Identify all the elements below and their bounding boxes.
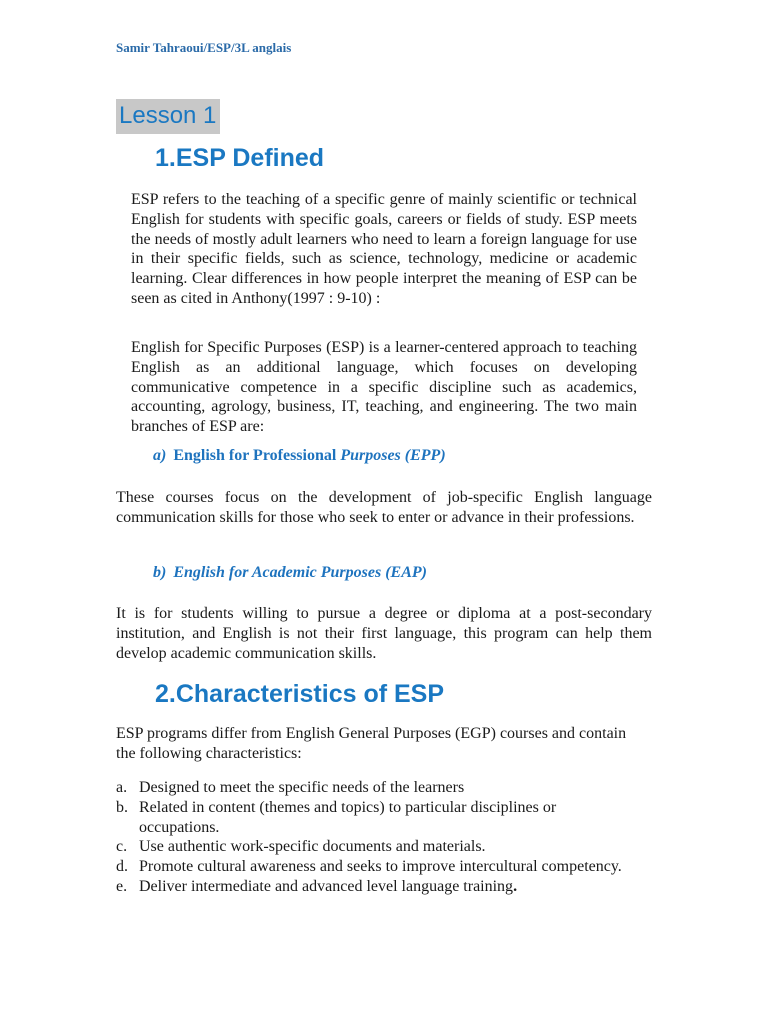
list-item-text: Designed to meet the specific needs of the learners [139,779,465,796]
list-item [116,778,636,798]
list-item-text: Related in content (themes and topics) to particular disciplines or occupations. [139,798,557,836]
subheading-title: English for Academic Purposes (EAP) [173,564,427,581]
list-marker: e. [116,877,128,895]
list-item [116,837,636,857]
list-marker: d. [116,858,128,876]
list-item [116,798,636,838]
subheading-eap [153,563,427,583]
subheading-title-upright: English for Professional [173,447,341,464]
list-marker: b. [116,798,128,816]
list-marker: a. [116,779,128,796]
list-item-text: Promote cultural awareness and seeks to improve intercultural competency. [139,858,622,876]
section-number: 2. [155,680,176,708]
list-item [116,877,636,897]
final-period: . [513,877,518,895]
lesson-heading: Lesson 1 [116,99,220,134]
list-item-text: Use authentic work-specific documents and materials. [139,838,486,856]
list-marker: c. [116,838,128,856]
section-number: 1. [155,144,176,172]
subheading-marker: b) [153,564,167,581]
subheading-marker: a) [153,447,167,464]
paragraph-esp-definition: ESP refers to the teaching of a specific genre of mainly scientific or technical English for students with specific goals, careers or fields of study. ESP meets the needs of mostly adult learners who need to learn a foreign language for use in their specific fields, such as science, technology, medicine or academic learning. Clear differences in how people interpret the meaning of ESP can be seen as cited in Anthony(1997 : 9-10) : [131,191,637,307]
subheading-title-italic: Purposes (EPP) [340,447,446,464]
subheading-epp [153,446,446,466]
section-heading-esp-defined [155,144,324,173]
section-heading-characteristics [155,680,444,709]
list-item [116,857,636,877]
running-header: Samir Tahraoui/ESP/3L anglais [116,40,292,55]
paragraph-anthony-quote: English for Specific Purposes (ESP) is a learner-centered approach to teaching English as an additional language, which focuses on developing communicative competence in a specific discipline such as academics, accounting, agrology, business, IT, teaching, and engineering. The two main branches of ESP are: [131,339,637,436]
paragraph-eap: It is for students willing to pursue a degree or diploma at a post-secondary institution, and English is not their first language, this program can help them develop academic communication skills. [116,605,652,662]
section-title: ESP Defined [175,144,325,172]
list-item-text: Deliver intermediate and advanced level language training [139,877,514,895]
section-title: Characteristics of ESP [175,680,445,708]
paragraph-characteristics-intro: ESP programs differ from English General Purposes (EGP) courses and contain the following characteristics: [116,725,627,762]
paragraph-epp: These courses focus on the development of job-specific English language communication skills for those who seek to enter or advance in their professions. [116,489,652,526]
characteristics-list [116,778,636,897]
